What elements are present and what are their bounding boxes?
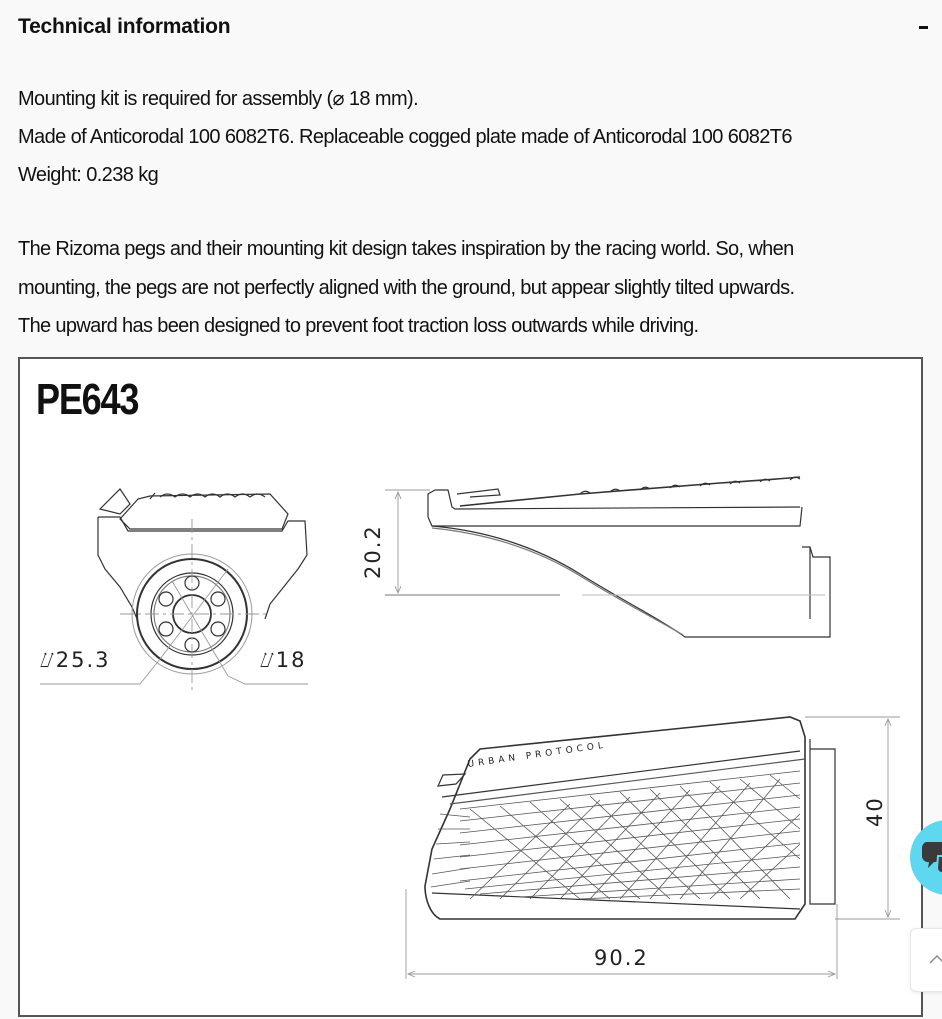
chevron-up-icon xyxy=(929,953,942,965)
section-header[interactable] xyxy=(18,12,930,42)
side-view xyxy=(385,477,830,637)
spec-weight: Weight: 0.238 kg xyxy=(18,164,159,186)
chat-bubbles-icon xyxy=(920,838,942,878)
description-line: mounting, the pegs are not perfectly aligned with the ground, but appear slightly tilted upwards. xyxy=(18,276,795,299)
drawing-svg xyxy=(20,359,925,1019)
scroll-to-top-button[interactable] xyxy=(910,928,942,992)
description-line: The Rizoma pegs and their mounting kit design takes inspiration by the racing world. So, when xyxy=(18,238,794,260)
dim-outer-diameter: ⌰25.3 xyxy=(40,648,111,672)
spec-material: Made of Anticorodal 100 6082T6. Replaceable cogged plate made of Anticorodal 100 6082T6 xyxy=(18,126,792,148)
dim-length: 90.2 xyxy=(594,946,649,970)
specs-list xyxy=(18,80,938,194)
dim-inner-diameter: ⌰18 xyxy=(260,648,307,672)
grip-pattern xyxy=(431,771,800,899)
technical-drawing xyxy=(18,357,923,1017)
minus-icon xyxy=(919,26,928,29)
description-line: The upward has been designed to prevent foot traction loss outwards while driving. xyxy=(18,315,699,337)
description xyxy=(18,230,938,346)
spec-mounting: Mounting kit is required for assembly (⌀ 18 mm). xyxy=(18,88,419,110)
top-view xyxy=(406,717,900,979)
engraving-text: URBAN PROTOCOL xyxy=(467,740,608,770)
collapse-toggle-button[interactable] xyxy=(916,26,930,29)
dim-height: 20.2 xyxy=(361,524,385,579)
dim-width: 40 xyxy=(863,796,887,827)
model-code: PE643 xyxy=(36,375,139,424)
section-title: Technical information xyxy=(18,15,231,38)
